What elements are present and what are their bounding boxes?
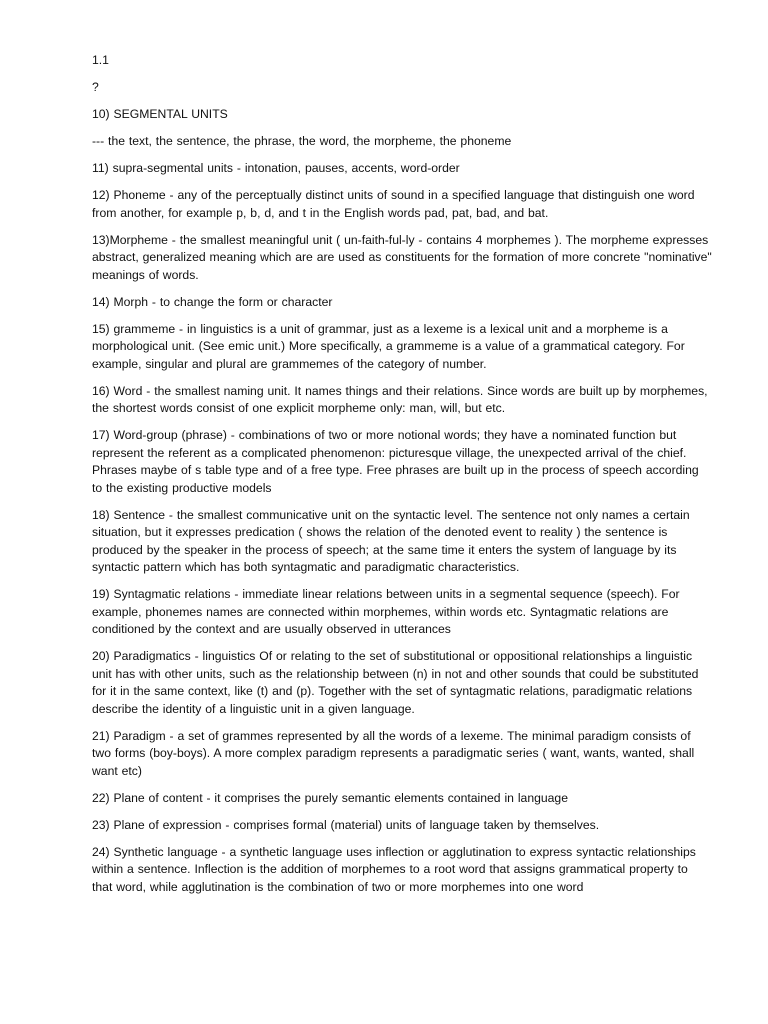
paragraph-paradigm: 21) Paradigm - a set of grammes represented by all the words of a lexeme. The minimal paradigm consists of two forms (boy-boys). A more complex paradigm represents a paradigmatic series ( want, wants, wanted, shall want etc) <box>92 728 695 778</box>
document-page <box>92 52 712 906</box>
paragraph-plane-of-expression: 23) Plane of expression - comprises formal (material) units of language taken by themselves. <box>92 817 600 832</box>
paragraph-morph: 14) Morph - to change the form or character <box>92 294 333 309</box>
paragraph-syntagmatic-relations: 19) Syntagmatic relations - immediate linear relations between units in a segmental sequence (speech). For example, phonemes names are connected within morphemes, within words etc. Syntagmatic relations are conditioned by the context and are usually observed in utterances <box>92 587 680 636</box>
paragraph-synthetic-language: 24) Synthetic language - a synthetic language uses inflection or agglutination to express syntactic relationships within a sentence. Inflection is the addition of morphemes to a root word that assigns grammatical property to that word, while agglutination is the combination of two or more morphemes into one word <box>92 844 696 894</box>
segmental-units-list: --- the text, the sentence, the phrase, the word, the morpheme, the phoneme <box>92 134 512 148</box>
paragraph-sentence: 18) Sentence - the smallest communicative unit on the syntactic level. The sentence not only names a certain situation, but it expresses predication ( shows the relation of the denoted event to reality ) the sentence is produced by the speaker in the process of speech; at the same time it enters the system of language by its syntactic pattern which has both syntagmatic and paradigmatic characteristics. <box>92 507 690 574</box>
paragraph-morpheme: 13)Morpheme - the smallest meaningful unit ( un-faith-ful-ly - contains 4 morphemes ). The morpheme expresses abstract, generalized meaning which are are used as constituents for the formation of more concrete "nominative" meanings of words. <box>92 232 712 282</box>
heading-segmental-units: 10) SEGMENTAL UNITS <box>92 107 228 121</box>
question-mark-line: ? <box>92 80 99 94</box>
section-number: 1.1 <box>92 53 109 67</box>
paragraph-paradigmatics: 20) Paradigmatics - linguistics Of or relating to the set of substitutional or oppositional relationships a linguistic unit has with other units, such as the relationship between (n) in not and other sounds that could be substituted for it in the same context, like (t) and (p). Together with the set of syntagmatic relations, paradigmatic relations describe the identity of a linguistic unit in a given language. <box>92 649 699 716</box>
paragraph-plane-of-content: 22) Plane of content - it comprises the purely semantic elements contained in language <box>92 790 568 805</box>
paragraph-phoneme: 12) Phoneme - any of the perceptually distinct units of sound in a specified language that distinguish one word from another, for example p, b, d, and t in the English words pad, pat, bad, and bat. <box>92 188 695 220</box>
paragraph-word: 16) Word - the smallest naming unit. It names things and their relations. Since words are built up by morphemes, the shortest words consist of one explicit morpheme only: man, will, but etc. <box>92 383 708 415</box>
paragraph-supra-segmental-units: 11) supra-segmental units - intonation, pauses, accents, word-order <box>92 161 460 175</box>
paragraph-grammeme: 15) grammeme - in linguistics is a unit of grammar, just as a lexeme is a lexical unit and a morpheme is a morphological unit. (See emic unit.) More specifically, a grammeme is a value of a grammatical category. For example, singular and plural are grammemes of the category of number. <box>92 321 685 371</box>
paragraph-word-group: 17) Word-group (phrase) - combinations of two or more notional words; they have a nominated function but represent the referent as a complicated phenomenon: picturesque village, the unexpected arrival of the chief. Phrases maybe of s table type and of a free type. Free phrases are built up in the process of speech according to the existing productive models <box>92 428 699 495</box>
